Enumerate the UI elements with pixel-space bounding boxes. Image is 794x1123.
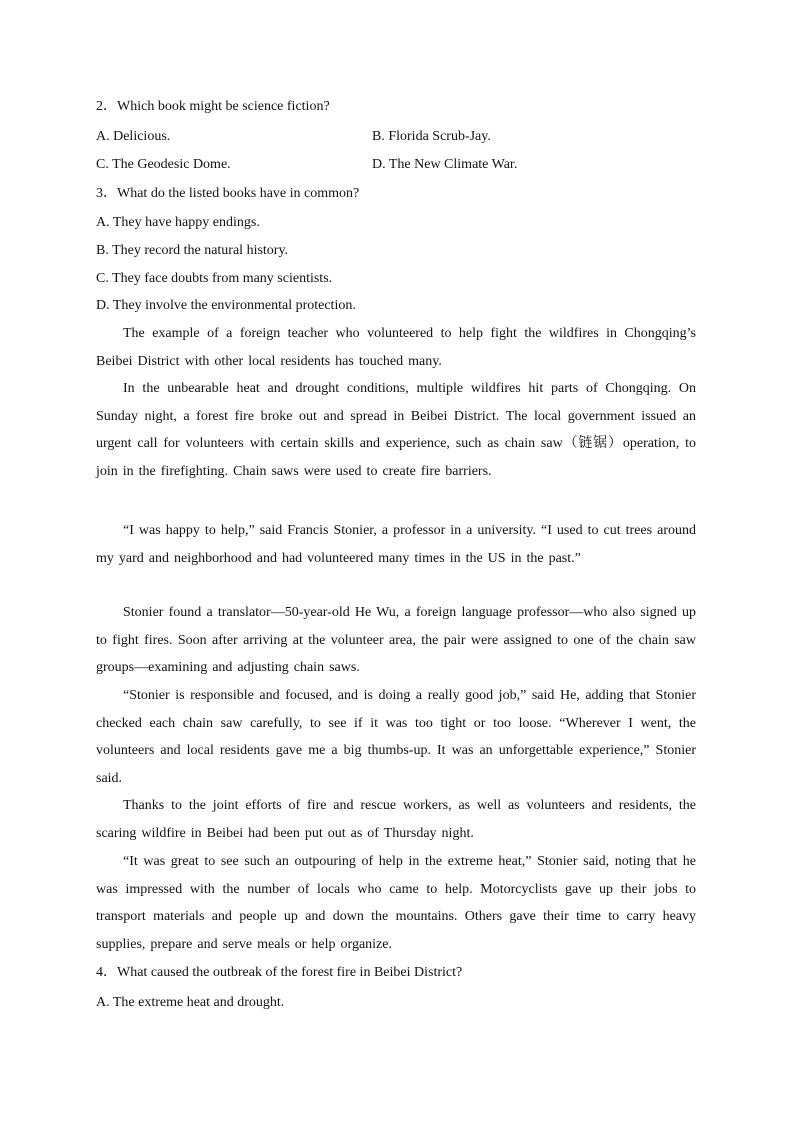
question-3-option-a: A. They have happy endings. [96, 215, 260, 230]
passage-paragraph-2: In the unbearable heat and drought conditions, multiple wildfires hit parts of Chongqing. On Sunday night, a forest fire broke out and spread in Beibei District. The local government issued an urgent call for volunteers with certain skills and experience, such as chain saw（链锯）operation, to join in the firefighting. Chain saws were used to create fire barriers. [96, 381, 696, 479]
question-3-option-c: C. They face doubts from many scientists. [96, 271, 333, 286]
question-3-option-b: B. They record the natural history. [96, 243, 289, 258]
question-3-stem: 3．What do the listed books have in common? [96, 186, 360, 201]
question-3-option-d: D. They involve the environmental protection. [96, 298, 356, 313]
question-2-option-a: A. Delicious. [96, 129, 171, 144]
question-4-option-a: A. The extreme heat and drought. [96, 995, 285, 1010]
passage-paragraph-7: “It was great to see such an outpouring of help in the extreme heat,” Stonier said, noting that he was impressed with the number of locals who came to help. Motorcyclists gave up their jobs to transport materials and people up and down the mountains. Others gave their time to carry heavy supplies, prepare and serve meals or help organize. [96, 854, 696, 952]
passage-paragraph-5: “Stonier is responsible and focused, and is doing a really good job,” said He, adding that Stonier checked each chain saw carefully, to see if it was too tight or too loose. “Wherever I went, the volunteers and local residents gave me a big thumbs-up. It was an unforgettable experience,” Stonier said. [96, 688, 696, 786]
passage-paragraph-4: Stonier found a translator—50-year-old He Wu, a foreign language professor—who also signed up to fight fires. Soon after arriving at the volunteer area, the pair were assigned to one of the chain saw groups—examining and adjusting chain saws. [96, 605, 696, 676]
passage-paragraph-3: “I was happy to help,” said Francis Stonier, a professor in a university. “I used to cut trees around my yard and neighborhood and had volunteered many times in the US in the past.” [96, 523, 696, 566]
question-2-stem: 2．Which book might be science fiction? [96, 99, 330, 114]
passage-paragraph-1: The example of a foreign teacher who volunteered to help fight the wildfires in Chongqing’s Beibei District with other local residents has touched many. [96, 326, 696, 369]
passage-paragraph-6: Thanks to the joint efforts of fire and rescue workers, as well as volunteers and residents, the scaring wildfire in Beibei had been put out as of Thursday night. [96, 798, 696, 841]
question-2-option-c: C. The Geodesic Dome. [96, 157, 231, 172]
question-4-stem: 4．What caused the outbreak of the forest fire in Beibei District? [96, 965, 463, 980]
question-2-option-b: B. Florida Scrub-Jay. [372, 129, 491, 144]
question-2-option-d: D. The New Climate War. [372, 157, 518, 172]
